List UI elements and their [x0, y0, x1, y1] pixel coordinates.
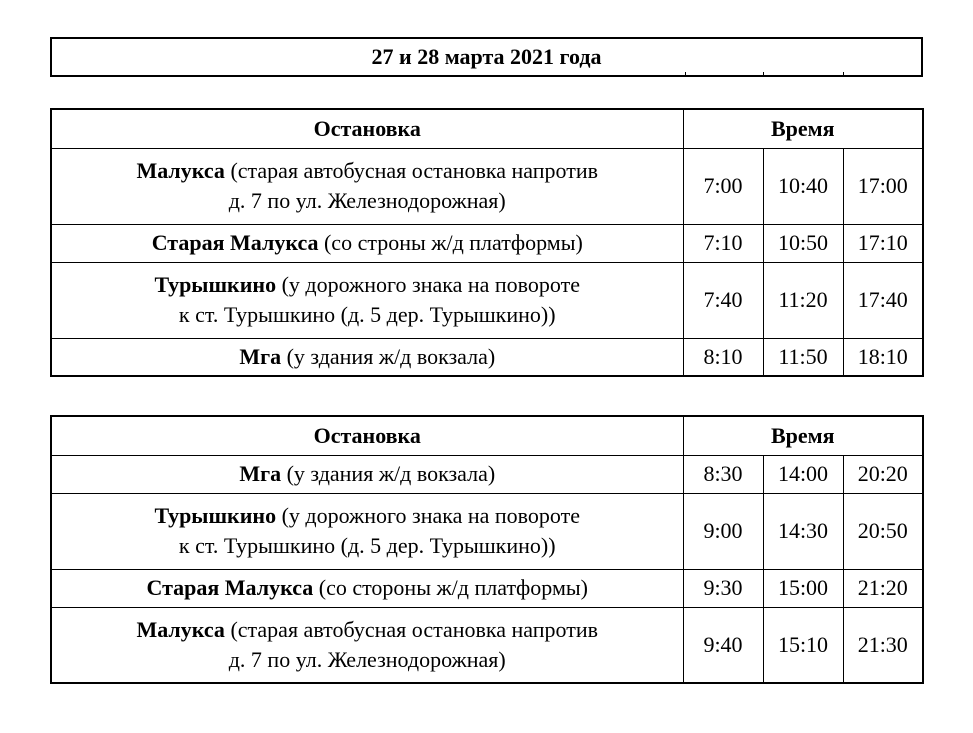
time-cell: 21:20	[843, 569, 923, 607]
stop-desc: (у дорожного знака на повороте	[276, 272, 580, 297]
stop-name: Турышкино	[154, 503, 277, 528]
time-cell: 7:10	[683, 224, 763, 262]
stop-desc: (со стороны ж/д платформы)	[313, 575, 589, 600]
stop-desc-line2: к ст. Турышкино (д. 5 дер. Турышкино))	[178, 302, 556, 327]
header-stop: Остановка	[51, 416, 683, 455]
table-row	[51, 148, 923, 224]
time-cell: 15:10	[763, 607, 843, 683]
time-cell: 8:30	[683, 455, 763, 493]
table-row	[51, 493, 923, 569]
header-time: Время	[683, 109, 923, 148]
stop-desc: (у дорожного знака на повороте	[276, 503, 580, 528]
time-cell: 10:50	[763, 224, 843, 262]
header-stop: Остановка	[51, 109, 683, 148]
time-cell: 10:40	[763, 148, 843, 224]
stop-name: Малукса	[136, 616, 225, 642]
time-cell: 17:40	[843, 262, 923, 338]
stop-desc-line2: к ст. Турышкино (д. 5 дер. Турышкино))	[178, 533, 556, 558]
stop-cell	[51, 493, 683, 569]
time-cell: 17:00	[843, 148, 923, 224]
stop-name: Малукса	[136, 158, 225, 183]
table-row	[51, 338, 923, 376]
stop-desc: (старая автобусная остановка напротив	[224, 158, 599, 183]
time-cell: 9:40	[683, 607, 763, 683]
table-row	[51, 569, 923, 607]
time-cell: 14:00	[763, 455, 843, 493]
stop-cell	[51, 148, 683, 224]
time-cell: 11:50	[763, 338, 843, 376]
time-cell: 20:20	[843, 455, 923, 493]
stop-cell	[51, 262, 683, 338]
stop-desc: (у здания ж/д вокзала)	[281, 343, 496, 369]
time-cell: 7:40	[683, 262, 763, 338]
stop-name: Мга	[239, 343, 282, 369]
stop-desc: (у здания ж/д вокзала)	[281, 461, 496, 486]
stop-cell	[51, 455, 683, 493]
time-cell: 18:10	[843, 338, 923, 376]
stop-desc: (старая автобусная остановка напротив	[224, 616, 599, 642]
table-row	[51, 607, 923, 683]
time-cell: 17:10	[843, 224, 923, 262]
schedule-table-outbound	[50, 108, 924, 377]
stop-cell	[51, 607, 683, 683]
title-text: 27 и 28 марта 2021 года	[371, 44, 602, 69]
stop-name: Старая Малукса	[151, 230, 319, 255]
table-row	[51, 455, 923, 493]
time-cell: 11:20	[763, 262, 843, 338]
schedule-date-title	[50, 37, 923, 77]
time-cell: 21:30	[843, 607, 923, 683]
stop-desc-line2: д. 7 по ул. Железнодорожная)	[228, 188, 506, 213]
stop-cell	[51, 338, 683, 376]
stop-name: Мга	[239, 461, 282, 486]
time-cell: 15:00	[763, 569, 843, 607]
stop-name: Турышкино	[154, 272, 277, 297]
header-time: Время	[683, 416, 923, 455]
stop-cell	[51, 224, 683, 262]
time-cell: 8:10	[683, 338, 763, 376]
stop-desc-line2: д. 7 по ул. Железнодорожная)	[228, 646, 506, 672]
time-cell: 9:30	[683, 569, 763, 607]
stop-cell	[51, 569, 683, 607]
stop-name: Старая Малукса	[146, 575, 314, 600]
time-cell: 20:50	[843, 493, 923, 569]
time-cell: 7:00	[683, 148, 763, 224]
table-row	[51, 262, 923, 338]
table-header-row	[51, 416, 923, 455]
time-cell: 14:30	[763, 493, 843, 569]
table-row	[51, 224, 923, 262]
table-header-row	[51, 109, 923, 148]
stop-desc: (со строны ж/д платформы)	[318, 230, 583, 255]
schedule-table-return	[50, 415, 924, 684]
time-cell: 9:00	[683, 493, 763, 569]
title-border-ticks	[52, 72, 921, 76]
